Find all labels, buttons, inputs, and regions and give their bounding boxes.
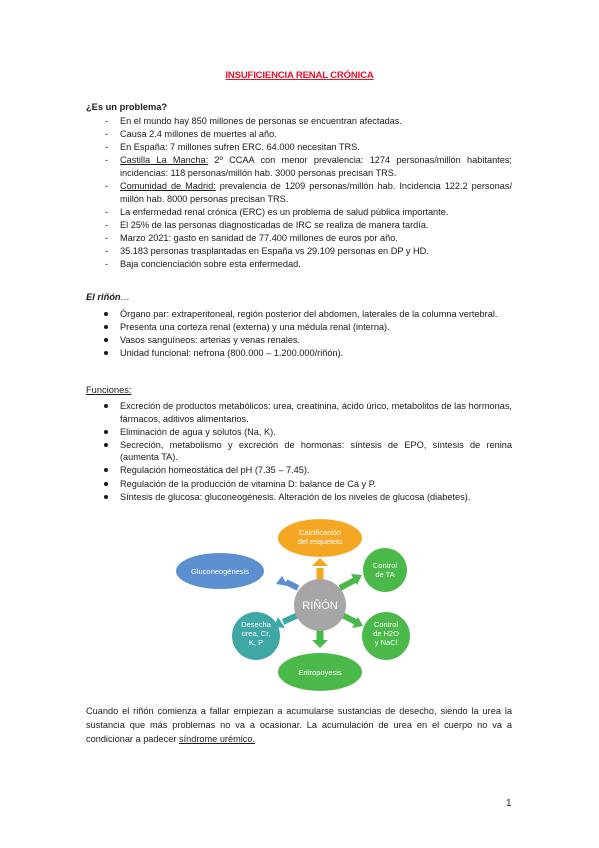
region-label: Castilla La Mancha: — [120, 155, 209, 166]
list-item: - Baja concienciación sobre esta enfermedad. — [120, 258, 512, 271]
list-item: Síntesis de glucosa: gluconeogénesis. Alteración de los niveles de glucosa (diabetes). — [120, 491, 512, 504]
arrow-to-gluconeogenesis — [286, 582, 298, 588]
node-rinon-label: RIÑÓN — [302, 600, 338, 612]
page-number: 1 — [506, 798, 512, 809]
node-control-ta-line1: Control — [372, 561, 398, 570]
list-item — [120, 154, 512, 179]
arrow-to-control-h2o — [342, 615, 356, 622]
node-calcificacion — [278, 519, 362, 557]
list-item: Órgano par: extraperitoneal, región posterior del abdomen, laterales de la columna vertebral. — [120, 308, 512, 321]
node-calcificacion-line1: Calcificación — [298, 528, 342, 537]
list-item: Eliminación de agua y solutos (Na, K). — [120, 426, 512, 439]
arrow-to-desecha — [283, 615, 298, 622]
funciones-list — [120, 400, 512, 504]
arrow-to-control-ta — [340, 580, 355, 588]
section-heading-funciones: Funciones: — [86, 385, 132, 395]
node-desecha-line2: urea, Cr, — [241, 629, 271, 638]
rinon-list — [120, 308, 512, 360]
rinon-heading-ellipsis: … — [120, 292, 130, 302]
node-gluconeogenesis — [176, 553, 264, 589]
list-item — [120, 180, 512, 205]
node-rinon — [294, 579, 346, 631]
list-item: - Causa 2.4 millones de muertes al año. — [120, 128, 512, 141]
problema-list — [120, 115, 512, 271]
region-label: Comunidad de Madrid: — [120, 180, 216, 191]
list-item: Vasos sanguíneos: arterias y venas renales. — [120, 334, 512, 347]
list-item: - El 25% de las personas diagnosticadas de IRC se realiza de manera tardía. — [120, 219, 512, 232]
list-item: - En España: 7 millones sufren ERC. 64.000 necesitan TRS. — [120, 141, 512, 154]
list-item: Secreción, metabolismo y excreción de hormonas: síntesis de EPO, síntesis de renina (aumenta TA). — [120, 439, 512, 463]
node-desecha-line1: Desecha — [241, 620, 271, 629]
section-heading-problema: ¿Es un problema? — [86, 102, 168, 112]
node-control-ta-line2: de TA — [375, 570, 395, 579]
list-item: - La enfermedad renal crónica (ERC) es un problema de salud pública importante. — [120, 206, 512, 219]
list-item: Excreción de productos metabólicos: urea, creatinina, ácido úrico, metabolitos de las hormonas, fármacos, aditivos alimentarios. — [120, 401, 512, 424]
node-control-h2o-line3: y NaCl — [374, 638, 398, 647]
node-desecha — [232, 612, 280, 660]
closing-text: Cuando el riñón comienza a fallar empiezan a acumularse sustancias de desecho, siendo la urea la sustancia que más problemas no va a ocasionar. La acumulación de urea en el cuerpo no va a condicionar a padecer — [86, 706, 512, 744]
node-control-h2o — [362, 612, 410, 660]
list-item: - En el mundo hay 850 millones de personas se encuentran afectadas. — [120, 115, 512, 128]
list-item: - Marzo 2021: gasto en sanidad de 77.400 millones de euros por año. — [120, 232, 512, 245]
list-item: Presenta una corteza renal (externa) y una médula renal (interna). — [120, 321, 512, 334]
node-eritropoyesis — [278, 653, 362, 691]
list-item: - 35.183 personas trasplantadas en España vs 29.109 personas en DP y HD. — [120, 245, 512, 258]
node-control-h2o-line2: de H2O — [373, 629, 399, 638]
list-item: Unidad funcional: nefrona (800.000 – 1.200.000/riñón). — [120, 347, 512, 360]
node-desecha-line3: K, P — [248, 638, 264, 647]
region-text: 2º CCAA con menor prevalencia: 1274 personas/millón habitantes; incidencias: 118 personas/millón hab. 3000 personas precisan TRS. — [120, 155, 512, 178]
rinon-heading-bold: El riñón — [86, 292, 121, 302]
node-gluconeogenesis-label: Gluconeogénesis — [191, 567, 249, 576]
node-control-h2o-line1: Control — [373, 620, 399, 629]
kidney-functions-diagram — [170, 518, 430, 700]
section-heading-rinon — [86, 292, 130, 302]
document-title: INSUFICIENCIA RENAL CRÓNICA — [225, 70, 374, 81]
closing-term: síndrome urémico. — [178, 734, 256, 744]
list-item: Regulación homeostática del pH (7.35 – 7.45). — [120, 464, 512, 477]
closing-paragraph — [86, 704, 512, 746]
region-text: prevalencia de 1209 personas/millón hab. Incidencia 122.2 personas/ millón hab. 8000 personas precisan TRS. — [120, 180, 512, 204]
node-eritropoyesis-label: Eritropoyesis — [298, 668, 342, 677]
list-item: Regulación de la producción de vitamina D: balance de Ca y P. — [120, 478, 512, 491]
node-calcificacion-line2: del esqueleto — [297, 537, 343, 546]
node-control-ta — [363, 548, 407, 592]
